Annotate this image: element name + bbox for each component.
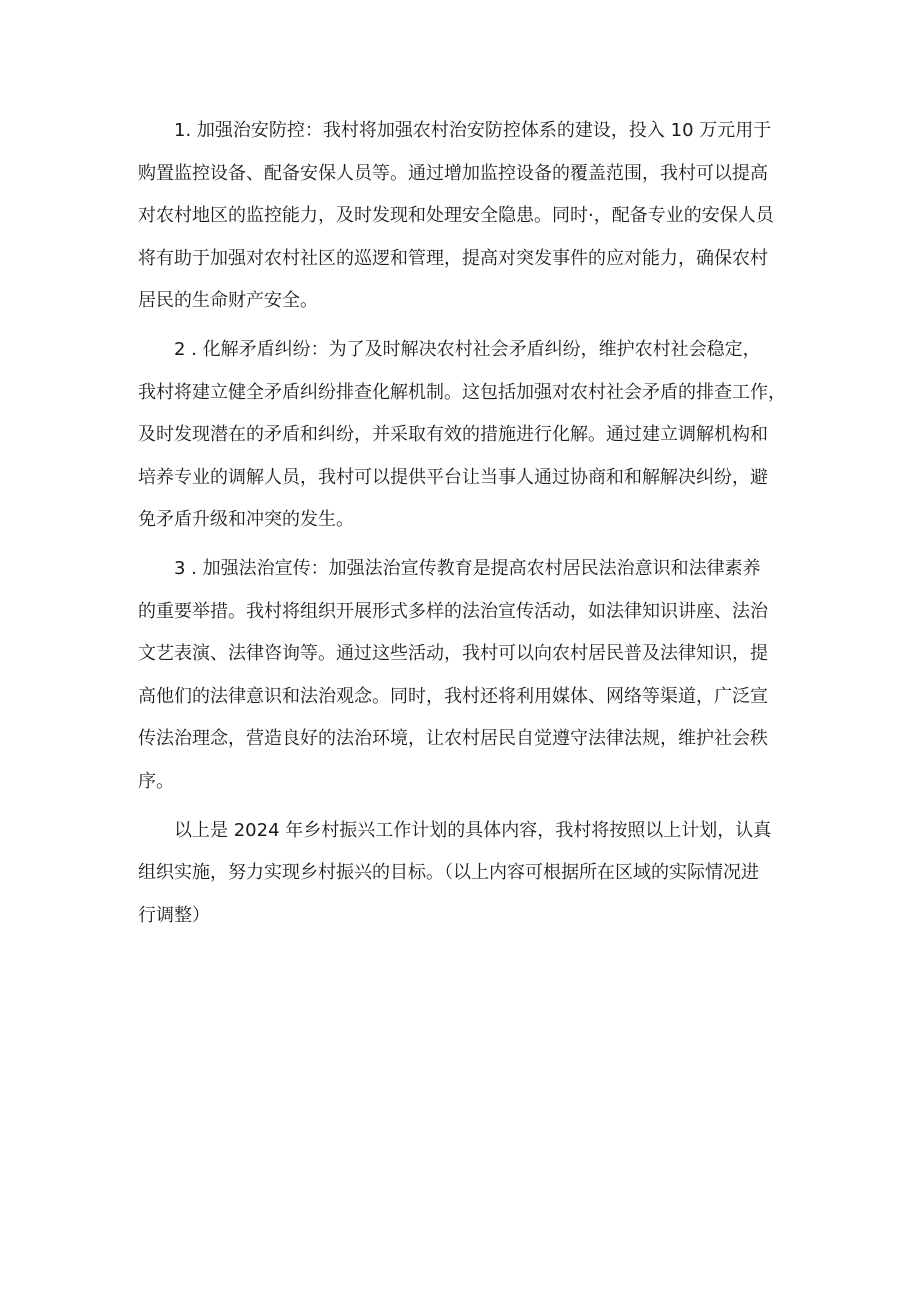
- text-line: 对农村地区的监控能力，及时发现和处理安全隐患。同时·，配备专业的安保人员: [138, 205, 774, 227]
- text-line: 我村将建立健全矛盾纠纷排查化解机制。这包括加强对农村社会矛盾的排查工作，: [138, 381, 786, 403]
- text-line: 序。: [138, 770, 174, 792]
- paragraph-disputes: [138, 329, 786, 542]
- text-line: 行调整）: [138, 904, 210, 926]
- text-line: 3 . 加强法治宣传：加强法治宣传教育是提高农村居民法治意识和法律素养: [174, 557, 761, 579]
- text-line: 及时发现潜在的矛盾和纠纷，并采取有效的措施进行化解。通过建立调解机构和: [138, 424, 768, 446]
- text-line: 购置监控设备、配备安保人员等。通过增加监控设备的覆盖范围，我村可以提高: [138, 162, 768, 184]
- text-line: 居民的生命财产安全。: [138, 290, 318, 312]
- text-line: 2 . 化解矛盾纠纷：为了及时解决农村社会矛盾纠纷，维护农村社会稳定，: [174, 338, 761, 360]
- paragraph-legal-publicity: [138, 548, 786, 804]
- text-line: 1. 加强治安防控：我村将加强农村治安防控体系的建设，投入 10 万元用于: [174, 120, 772, 141]
- text-line: 将有助于加强对农村社区的巡逻和管理，提高对突发事件的应对能力，确保农村: [138, 247, 768, 269]
- text-line: 传法治理念，营造良好的法治环境，让农村居民自觉遵守法律法规，维护社会秩: [138, 728, 768, 750]
- text-line: 高他们的法律意识和法治观念。同时，我村还将利用媒体、网络等渠道，广泛宣: [138, 685, 768, 707]
- text-line: 培养专业的调解人员，我村可以提供平台让当事人通过协商和和解解决纠纷，避: [138, 466, 768, 488]
- text-line: 免矛盾升级和冲突的发生。: [138, 509, 354, 531]
- text-line: 组织实施，努力实现乡村振兴的目标。（以上内容可根据所在区域的实际情况进: [138, 862, 759, 884]
- paragraph-conclusion: [138, 810, 786, 938]
- text-line: 的重要举措。我村将组织开展形式多样的法治宣传活动，如法律知识讲座、法治: [138, 600, 768, 622]
- text-line: 以上是 2024 年乡村振兴工作计划的具体内容，我村将按照以上计划，认真: [174, 819, 772, 841]
- text-line: 文艺表演、法律咨询等。通过这些活动，我村可以向农村居民普及法律知识，提: [138, 643, 768, 665]
- document-body: [138, 110, 786, 937]
- paragraph-security: [138, 110, 786, 323]
